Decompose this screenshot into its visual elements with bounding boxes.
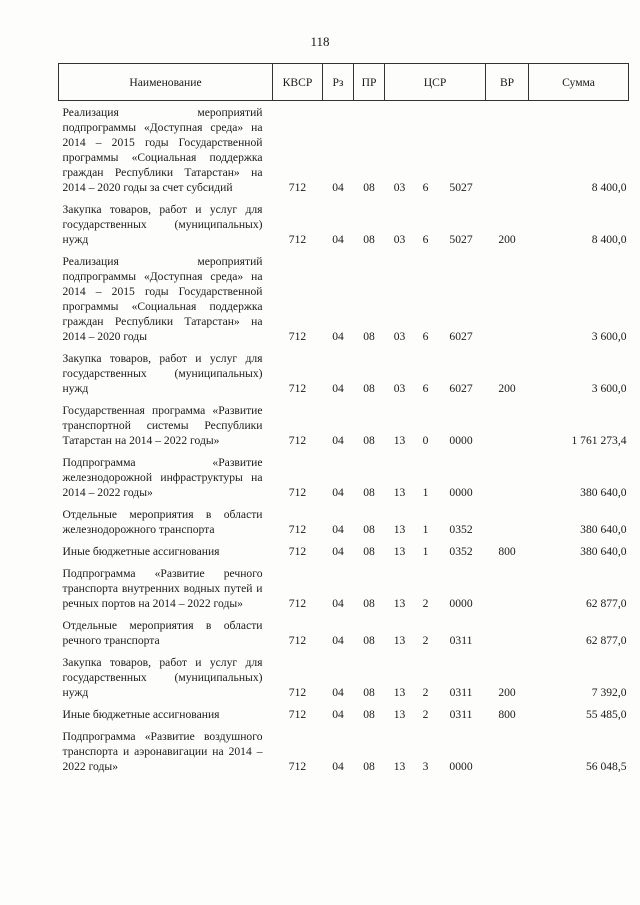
cell-sum: 1 761 273,4 [571, 434, 627, 447]
cell-rz: 04 [332, 233, 344, 246]
cell-csr-program: 03 [393, 330, 406, 343]
cell-kvsr: 712 [288, 708, 307, 721]
table-row [59, 651, 629, 703]
cell-rz: 04 [332, 760, 344, 773]
cell-vr: 800 [498, 708, 516, 721]
cell-csr-subprogram: 0 [422, 434, 429, 447]
cell-pr: 08 [363, 523, 375, 536]
cell-vr [486, 503, 529, 540]
table-header-row [59, 64, 629, 101]
cell-name: Государственная программа «Развитие транспортной системы Республики Татарстан на 2014 – 2022 годы» [62, 404, 263, 447]
cell-kvsr: 712 [288, 634, 307, 647]
cell-csr-subprogram: 6 [422, 233, 429, 246]
cell-csr-subprogram: 1 [422, 545, 429, 558]
header-rz: Рз [323, 64, 354, 101]
cell-rz: 04 [332, 523, 344, 536]
cell-csr-program: 13 [393, 597, 406, 610]
cell-name: Закупка товаров, работ и услуг для государственных (муниципальных) нужд [62, 352, 263, 395]
cell-csr-direction: 0311 [449, 708, 473, 721]
cell-name: Отдельные мероприятия в области речного транспорта [62, 619, 263, 647]
cell-csr-subprogram: 1 [422, 523, 429, 536]
header-sum: Сумма [529, 64, 629, 101]
cell-name: Закупка товаров, работ и услуг для государственных (муниципальных) нужд [62, 203, 263, 246]
cell-rz: 04 [332, 382, 344, 395]
cell-csr-direction: 0352 [449, 545, 473, 558]
cell-vr [486, 451, 529, 503]
header-vr: ВР [486, 64, 529, 101]
cell-pr: 08 [363, 330, 375, 343]
cell-csr-subprogram: 6 [422, 181, 429, 194]
cell-vr: 200 [498, 686, 516, 699]
cell-sum: 56 048,5 [585, 760, 627, 773]
cell-kvsr: 712 [288, 486, 307, 499]
cell-pr: 08 [363, 486, 375, 499]
cell-sum: 55 485,0 [585, 708, 627, 721]
page-number: 118 [310, 34, 330, 49]
cell-csr-program: 13 [393, 634, 406, 647]
header-csr: ЦСР [385, 64, 486, 101]
cell-sum: 7 392,0 [591, 686, 627, 699]
cell-vr [486, 399, 529, 451]
cell-rz: 04 [332, 686, 344, 699]
cell-csr-direction: 5027 [449, 233, 473, 246]
cell-name: Подпрограмма «Развитие воздушного транспорта и аэронавигации на 2014 – 2022 годы» [62, 730, 263, 773]
cell-vr: 800 [498, 545, 516, 558]
cell-rz: 04 [332, 634, 344, 647]
cell-name: Подпрограмма «Развитие железнодорожной инфраструктуры на 2014 – 2022 годы» [62, 456, 263, 499]
cell-sum: 380 640,0 [580, 545, 627, 558]
header-kvsr: КВСР [273, 64, 323, 101]
cell-vr [486, 250, 529, 347]
cell-vr [486, 614, 529, 651]
cell-sum: 3 600,0 [591, 382, 627, 395]
cell-csr-program: 13 [393, 708, 406, 721]
cell-csr-direction: 6027 [449, 382, 473, 395]
table-row [59, 540, 629, 562]
cell-csr-direction: 0352 [449, 523, 473, 536]
table-body [59, 101, 629, 778]
cell-sum: 380 640,0 [580, 486, 627, 499]
cell-kvsr: 712 [288, 330, 307, 343]
cell-csr-subprogram: 2 [422, 686, 429, 699]
table-row [59, 451, 629, 503]
cell-kvsr: 712 [288, 597, 307, 610]
cell-csr-direction: 0000 [449, 486, 473, 499]
cell-kvsr: 712 [288, 523, 307, 536]
cell-name: Закупка товаров, работ и услуг для государственных (муниципальных) нужд [62, 656, 263, 699]
cell-rz: 04 [332, 181, 344, 194]
cell-pr: 08 [363, 686, 375, 699]
cell-kvsr: 712 [288, 760, 307, 773]
cell-csr-program: 13 [393, 545, 406, 558]
cell-pr: 08 [363, 708, 375, 721]
cell-kvsr: 712 [288, 686, 307, 699]
cell-kvsr: 712 [288, 181, 307, 194]
cell-name: Реализация мероприятий подпрограммы «Доступная среда» на 2014 – 2015 годы Государственной программы «Социальная поддержка граждан Республики Татарстан» на 2014 – 2020 годы [62, 255, 263, 343]
cell-sum: 62 877,0 [585, 634, 627, 647]
cell-kvsr: 712 [288, 545, 307, 558]
cell-csr-direction: 0311 [449, 634, 473, 647]
cell-rz: 04 [332, 330, 344, 343]
cell-csr-subprogram: 2 [422, 597, 429, 610]
cell-csr-program: 03 [393, 181, 406, 194]
cell-csr-subprogram: 2 [422, 634, 429, 647]
cell-name: Отдельные мероприятия в области железнодорожного транспорта [62, 508, 263, 536]
cell-csr-program: 03 [393, 233, 406, 246]
cell-csr-direction: 0000 [449, 434, 473, 447]
table-row [59, 503, 629, 540]
cell-vr [486, 101, 529, 199]
cell-name: Подпрограмма «Развитие речного транспорта внутренних водных путей и речных портов на 2014 – 2022 годы» [62, 567, 263, 610]
table-row [59, 399, 629, 451]
cell-pr: 08 [363, 181, 375, 194]
cell-pr: 08 [363, 382, 375, 395]
cell-csr-direction: 0000 [449, 597, 473, 610]
cell-vr [486, 725, 529, 777]
cell-sum: 8 400,0 [591, 181, 627, 194]
cell-rz: 04 [332, 434, 344, 447]
cell-rz: 04 [332, 486, 344, 499]
cell-vr: 200 [498, 233, 516, 246]
budget-table [58, 63, 629, 777]
table-row [59, 347, 629, 399]
cell-csr-program: 13 [393, 686, 406, 699]
cell-kvsr: 712 [288, 434, 307, 447]
cell-vr [486, 562, 529, 614]
cell-csr-subprogram: 6 [422, 330, 429, 343]
cell-name: Реализация мероприятий подпрограммы «Доступная среда» на 2014 – 2015 годы Государственной программы «Социальная поддержка граждан Республики Татарстан» на 2014 – 2020 годы за счет субсидий [62, 106, 263, 194]
table-row [59, 614, 629, 651]
table-row [59, 703, 629, 725]
cell-csr-program: 03 [393, 382, 406, 395]
table-row [59, 562, 629, 614]
cell-csr-direction: 0000 [449, 760, 473, 773]
cell-sum: 62 877,0 [585, 597, 627, 610]
cell-kvsr: 712 [288, 382, 307, 395]
cell-pr: 08 [363, 233, 375, 246]
table-row [59, 101, 629, 199]
cell-csr-program: 13 [393, 523, 406, 536]
cell-csr-subprogram: 2 [422, 708, 429, 721]
cell-rz: 04 [332, 545, 344, 558]
table-row [59, 250, 629, 347]
cell-kvsr: 712 [288, 233, 307, 246]
cell-csr-subprogram: 6 [422, 382, 429, 395]
cell-name: Иные бюджетные ассигнования [62, 545, 220, 558]
table-row [59, 198, 629, 250]
header-name: Наименование [59, 64, 273, 101]
cell-rz: 04 [332, 708, 344, 721]
cell-csr-direction: 6027 [449, 330, 473, 343]
cell-rz: 04 [332, 597, 344, 610]
cell-name: Иные бюджетные ассигнования [62, 708, 220, 721]
cell-csr-program: 13 [393, 434, 406, 447]
cell-pr: 08 [363, 434, 375, 447]
cell-pr: 08 [363, 597, 375, 610]
cell-csr-direction: 0311 [449, 686, 473, 699]
cell-csr-program: 13 [393, 760, 406, 773]
cell-sum: 8 400,0 [591, 233, 627, 246]
cell-csr-program: 13 [393, 486, 406, 499]
cell-sum: 380 640,0 [580, 523, 627, 536]
cell-csr-subprogram: 3 [422, 760, 429, 773]
table-row [59, 725, 629, 777]
header-pr: ПР [354, 64, 385, 101]
cell-csr-subprogram: 1 [422, 486, 429, 499]
cell-pr: 08 [363, 545, 375, 558]
cell-sum: 3 600,0 [591, 330, 627, 343]
cell-vr: 200 [498, 382, 516, 395]
cell-pr: 08 [363, 760, 375, 773]
cell-pr: 08 [363, 634, 375, 647]
cell-csr-direction: 5027 [449, 181, 473, 194]
